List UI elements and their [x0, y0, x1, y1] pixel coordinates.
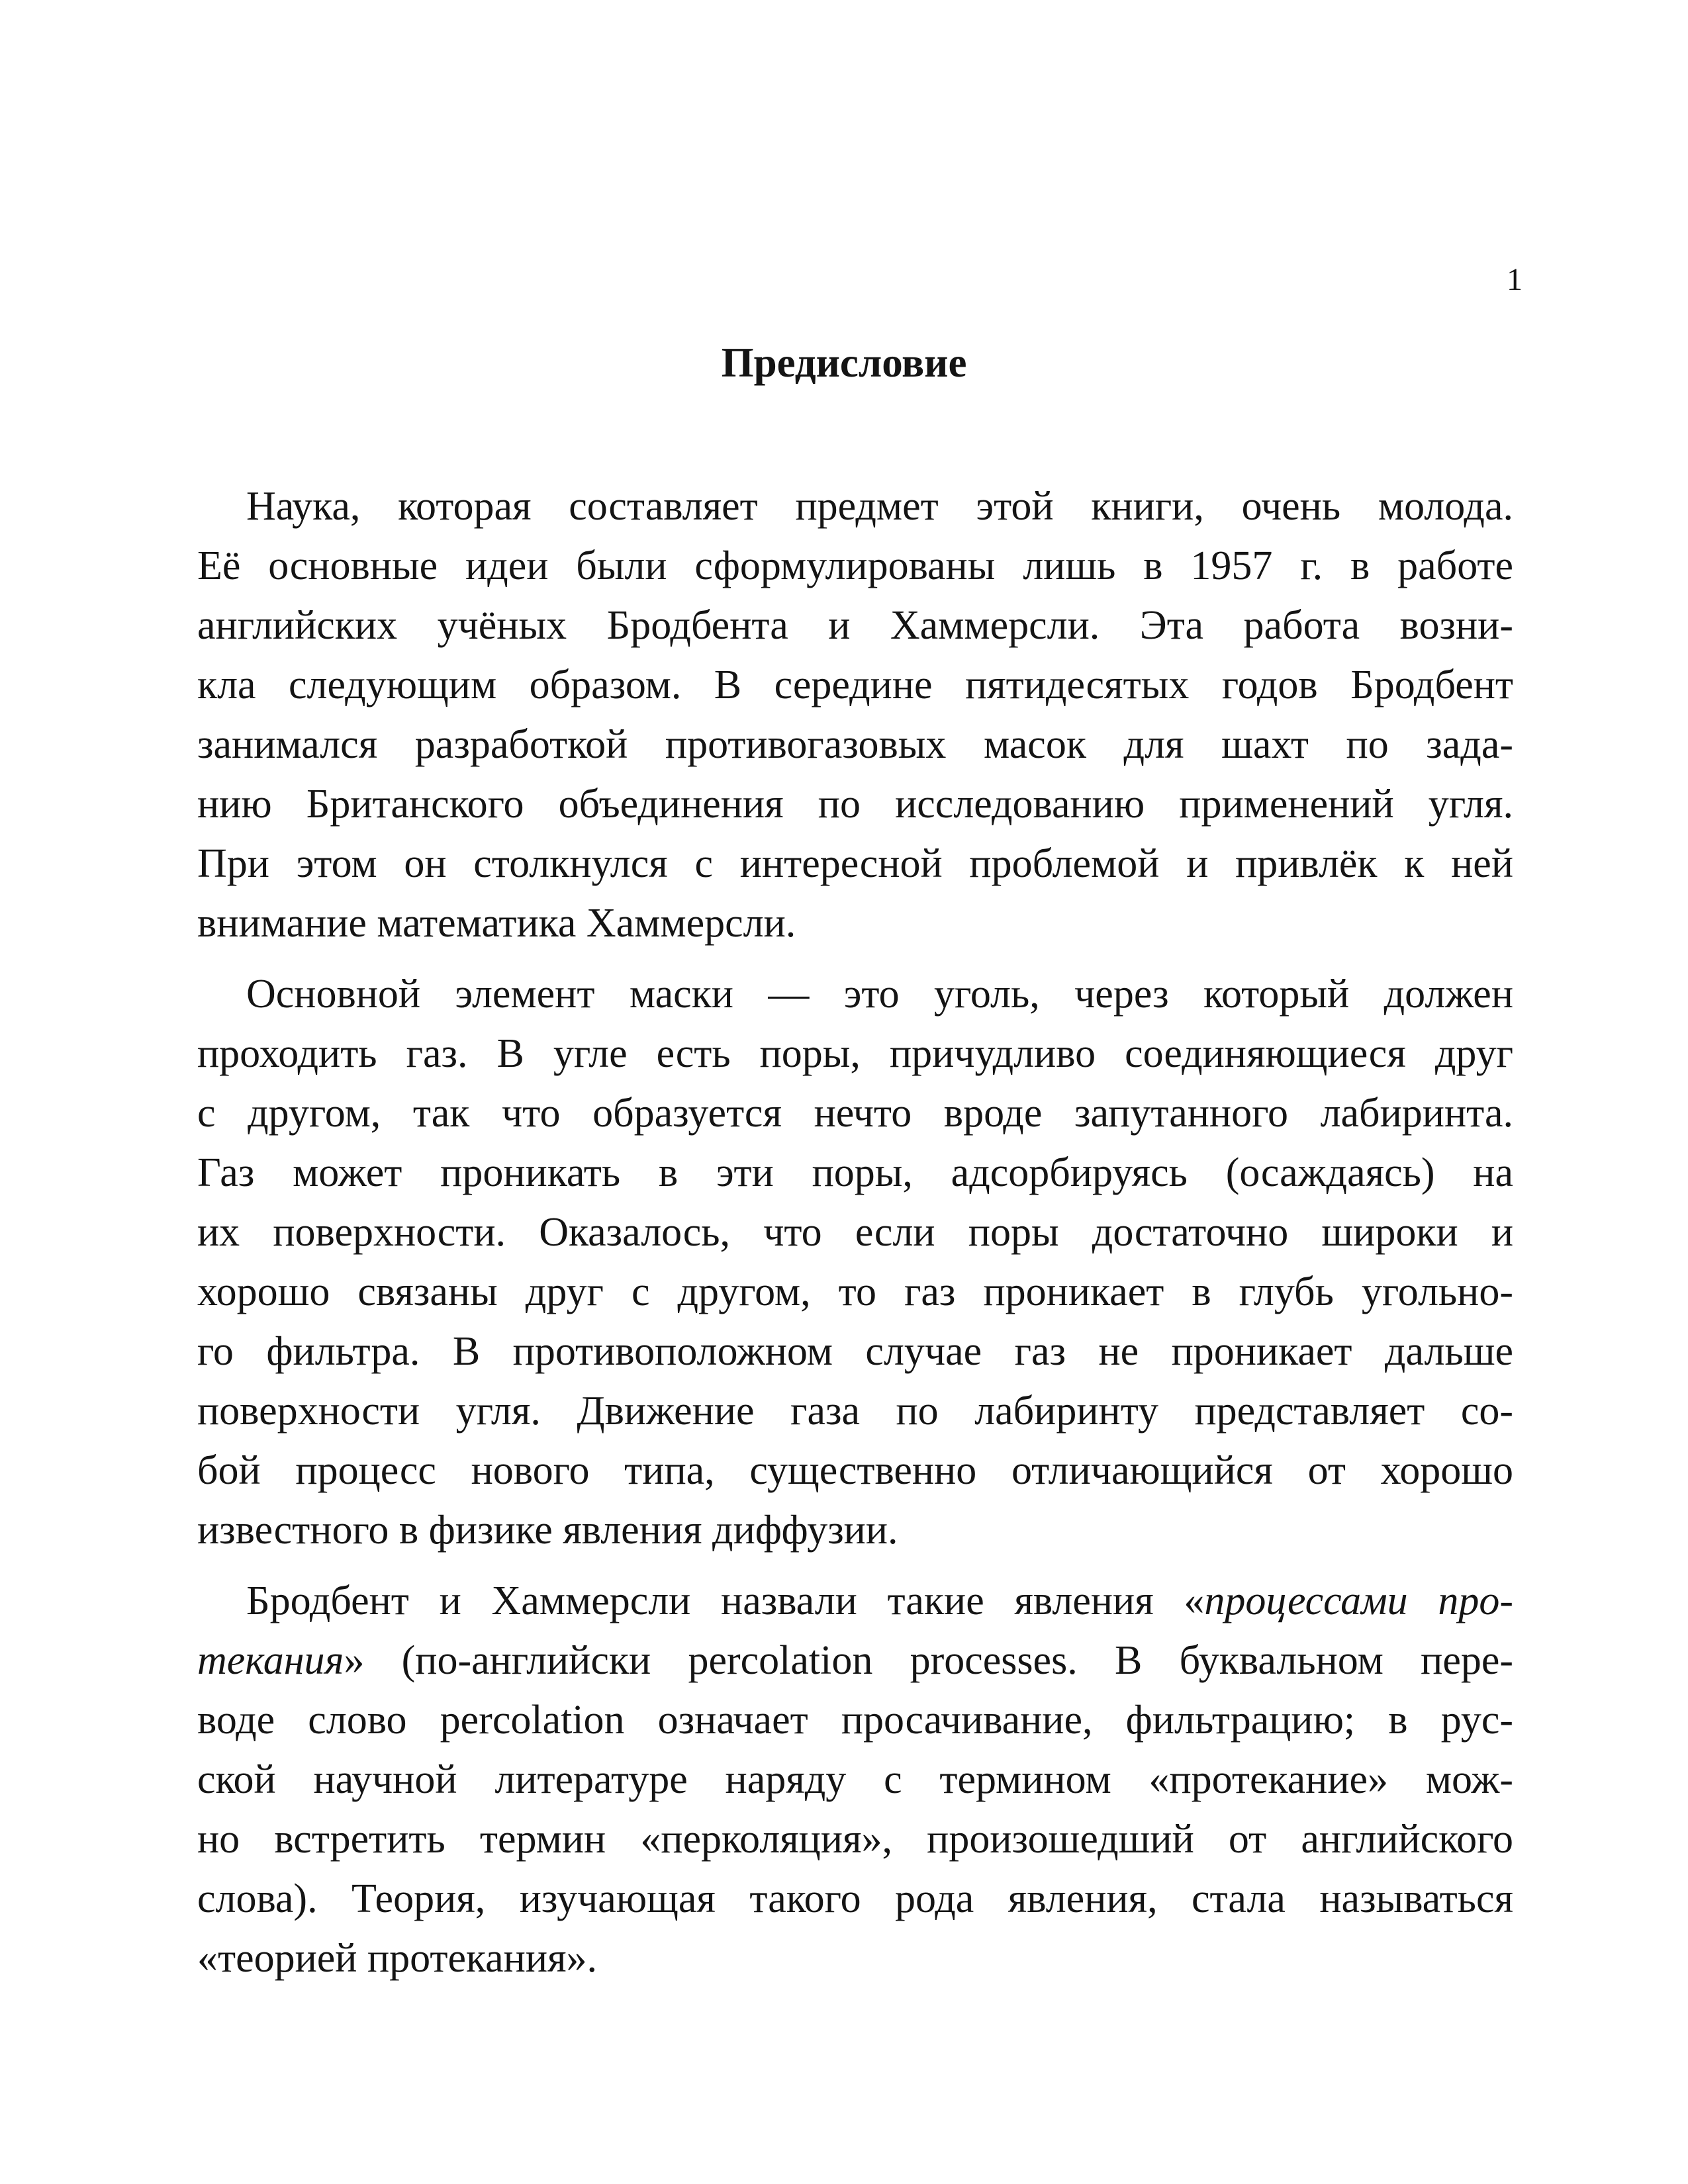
text-line	[197, 1631, 1513, 1690]
text-line: но встретить термин «перколяция», произошедший от английского	[197, 1817, 1513, 1862]
text-line: «теорией протекания».	[197, 1936, 598, 1981]
text-line: При этом он столкнулся с интересной проблемой и привлёк к ней	[197, 841, 1513, 886]
text-line: нию Британского объединения по исследованию применений угля.	[197, 782, 1513, 827]
text-run: » (по-английски percolation processes. В буквальном пере-	[344, 1638, 1513, 1683]
text-line: поверхности угля. Движение газа по лабиринту представляет со-	[197, 1388, 1513, 1433]
paragraph-3	[197, 1571, 1513, 1988]
chapter-title: Предисловие	[721, 340, 967, 386]
italic-term: процессами про-	[1204, 1578, 1513, 1623]
italic-term: текания	[197, 1638, 344, 1683]
text-line: занимался разработкой противогазовых масок для шахт по зада-	[197, 722, 1513, 767]
paragraph-2	[197, 964, 1513, 1560]
text-line: хорошо связаны друг с другом, то газ проникает в глубь угольно-	[197, 1269, 1513, 1314]
text-line: английских учёных Бродбента и Хаммерсли. Эта работа возни-	[197, 603, 1513, 648]
text-line: ской научной литературе наряду с термином «протекание» мож-	[197, 1757, 1513, 1802]
text-line: Её основные идеи были сформулированы лишь в 1957 г. в работе	[197, 543, 1513, 588]
text-line: воде слово percolation означает просачивание, фильтрацию; в рус-	[197, 1698, 1513, 1743]
text-line: го фильтра. В противоположном случае газ не проникает дальше	[197, 1329, 1513, 1374]
text-line: Наука, которая составляет предмет этой книги, очень молода.	[246, 484, 1513, 529]
text-line: проходить газ. В угле есть поры, причудливо соединяющиеся друг	[197, 1031, 1513, 1076]
page-number: 1	[1507, 262, 1523, 297]
text-run: Бродбент и Хаммерсли назвали такие явления «	[246, 1578, 1205, 1623]
text-line: с другом, так что образуется нечто вроде запутанного лабиринта.	[197, 1091, 1513, 1136]
text-line: слова). Теория, изучающая такого рода явления, стала называться	[197, 1876, 1513, 1921]
text-line: бой процесс нового типа, существенно отличающийся от хорошо	[197, 1448, 1513, 1493]
paragraph-1	[197, 477, 1513, 953]
text-line: известного в физике явления диффузии.	[197, 1508, 898, 1553]
body-text	[197, 477, 1513, 1999]
text-line: Основной элемент маски — это уголь, через который должен	[246, 972, 1513, 1017]
text-line: внимание математика Хаммерсли.	[197, 901, 796, 946]
text-line: кла следующим образом. В середине пятидесятых годов Бродбент	[197, 662, 1513, 707]
text-line	[197, 1571, 1513, 1631]
text-line: Газ может проникать в эти поры, адсорбируясь (осаждаясь) на	[197, 1150, 1513, 1195]
text-line: их поверхности. Оказалось, что если поры достаточно широки и	[197, 1210, 1513, 1255]
